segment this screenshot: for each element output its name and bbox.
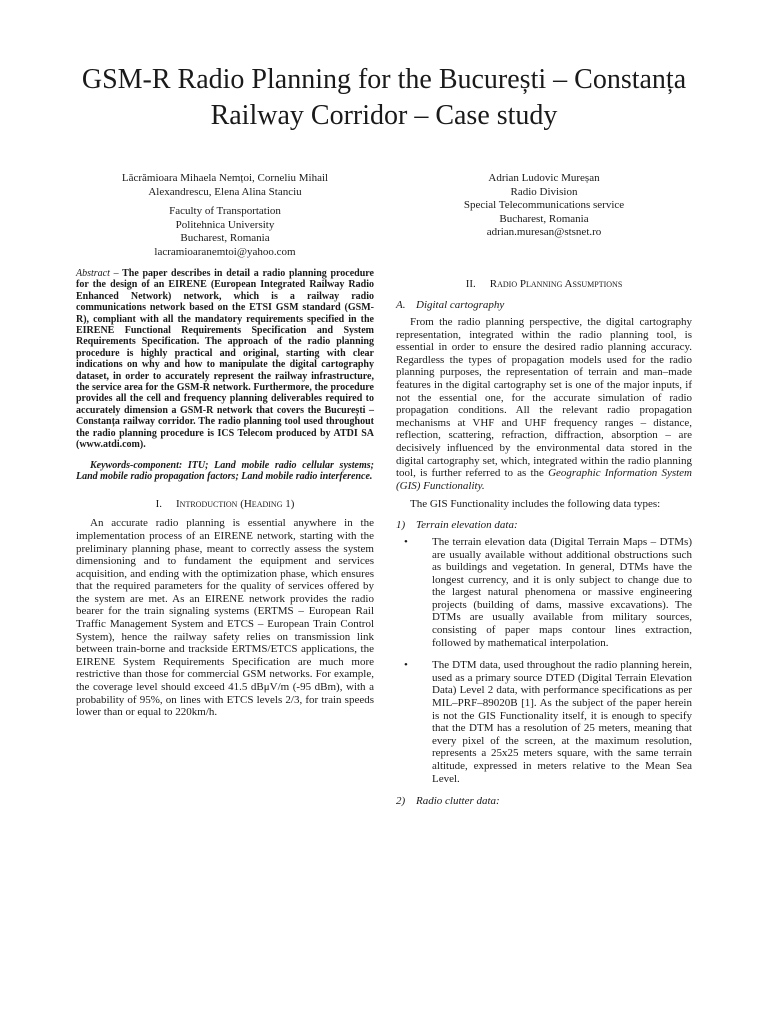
subsection-a-heading: [396, 299, 692, 312]
bullet-text-2: The DTM data, used throughout the radio planning herein, used as a primary source DTED (Digital Terrain Elevation Data) Level 2 data, with performance specifications as per MIL–PRF–89020B [1]. As the subject of the paper herein is not the GIS Functionality itself, it is enough to specify that the DTM has a resolution of 25 meters, meaning that every pixel of the screen, at the maximum resolution, represents a 25x25 meters square, with the same terrain altitude, expressed in meters relative to the Mean Sea Level.: [432, 659, 692, 785]
author-affiliation-2: Politehnica University: [175, 218, 275, 231]
section-2-heading: [396, 278, 692, 291]
right-column: [396, 278, 692, 812]
author-block-left: [76, 172, 374, 260]
left-column: [76, 268, 374, 719]
title-line-2: Railway Corridor – Case study: [210, 100, 558, 131]
author-names-line-2: Alexandrescu, Elena Alina Stanciu: [148, 185, 302, 198]
list-item: [396, 659, 692, 785]
bullet-icon: •: [404, 535, 408, 548]
subsection-1-heading: [396, 519, 692, 532]
section-2-number: II.: [465, 278, 476, 290]
abstract-lead: Abstract –: [76, 268, 119, 279]
subsection-a-title: Digital cartography: [416, 299, 505, 311]
section-2-title: Radio Planning Assumptions: [489, 278, 623, 290]
gis-intro: The GIS Functionality includes the following data types:: [410, 498, 661, 511]
subsection-a-text: From the radio planning perspective, the digital cartography representation, integrated within the radio planning tool, is essential in order to ensure the desired radio planning accuracy. Regardless the types of propagation models used for the radio planning purposes, the representation of terrain and man–made features in the digital cartography set is one of the major inputs, if not the essential one, for the accurate simulation of radio propagation conditions. All the relevant radio propagation mechanisms at VHF and UHF frequency ranges – distance, reflection, scattering, refraction, diffraction, absorption – are decisively influenced by the environmental data stored in the digital cartography set, which, integrated within the radio planning tool, is further referred to as the: [396, 316, 692, 480]
author-affiliation-right-2: Special Telecommunications service: [463, 199, 625, 212]
bullet-list: [396, 536, 692, 785]
author-affiliation-right-1: Radio Division: [510, 185, 578, 198]
subsection-2-title: Radio clutter data:: [416, 795, 500, 808]
subsection-a-label: A.: [396, 299, 406, 311]
section-1-paragraph: An accurate radio planning is essential anywhere in the implementation process of an EIRENE network, starting with the preliminary planning phase, meant to correctly assess the system dimensioning and to fundament the equipment and services acquisition, and ending with the optimization phase, which ensures that the required parameters for the quality of services offered by the system are met. As an EIRENE network provides the radio bearer for the train signaling systems (ERTMS – European Rail Traffic Management System and ETCS – European Train Control System), hence the railway safety relies on transmission link between train-borne and trackside ERTMS/ETCS applications, the EIRENE System Requirements Specification are much more restrictive than those for commercial GSM networks. For example, the coverage level should exceed 41.5 dBμV/m (-95 dBm), with a probability of 95%, on lines with ETCS levels 2/3, for train speeds lower than or equal to 220km/h.: [76, 517, 374, 719]
section-1-heading: [76, 498, 374, 511]
keywords: Keywords-component: ITU; Land mobile radio cellular systems; Land mobile radio propagation factors; Land mobile radio interference.: [76, 459, 374, 482]
title-line-1: GSM-R Radio Planning for the București – Constanța: [81, 64, 687, 95]
author-email: lacramioaranemtoi@yahoo.com: [154, 245, 296, 258]
author-location: Bucharest, Romania: [180, 232, 270, 245]
author-email-right: adrian.muresan@stsnet.ro: [486, 226, 602, 239]
section-1-title: Introduction (Heading 1): [176, 498, 295, 511]
bullet-text-1: The terrain elevation data (Digital Terrain Maps – DTMs) are usually available without additional obstructions such as buildings and vegetation. In general, DTMs have the longest currency, and it is only subject to change due to the largest natural phenomena or massive engineering projects (building of dams, massive excavations). The DTMs are usually available from military sources, consisting of paper maps contour lines extraction, followed by mathematical interpolation.: [432, 535, 692, 649]
subsection-1-title: Terrain elevation data:: [416, 518, 518, 531]
abstract-text: The paper describes in detail a radio planning procedure for the design of an EIRENE (European Integrated Railway Radio Enhanced Network) network, which is a railway radio communications network based on the ETSI GSM standard (GSM-R), compliant with all the mandatory requirements specified in the EIRENE Functional Requirements Specification and System Requirements Specification. The approach of the radio planning procedure is highly practical and original, starting with clear indications on why and how to manipulate the digital cartography dataset, in order to accurately represent the railway infrastructure, the service area for the GSM-R network. Furthermore, the procedure provides all the cell and frequency planning deliverables required to accurately dimension a GSM-R network that covers the București – Constanța railway corridor. The radio planning tool used throughout the radio planning procedure is ICS Telecom produced by ATDI SA (www.atdi.com).: [76, 268, 374, 451]
bullet-icon: •: [404, 659, 408, 672]
subsection-a-paragraph: [396, 316, 692, 492]
paper-title: [40, 62, 728, 134]
subsection-a-italic: Geographic Information System (GIS) Functionality.: [396, 467, 692, 492]
subsection-1-label: 1): [396, 518, 406, 531]
author-affiliation-1: Faculty of Transportation: [169, 205, 281, 218]
subsection-2-label: 2): [396, 795, 406, 808]
list-item: [396, 536, 692, 649]
author-names-line-1: Lăcrămioara Mihaela Nemțoi, Corneliu Mihail: [121, 172, 329, 184]
abstract: [76, 268, 374, 451]
subsection-2-heading: [396, 795, 692, 808]
author-location-right: Bucharest, Romania: [499, 212, 589, 225]
author-block-right: [396, 172, 692, 240]
author-name-right: Adrian Ludovic Mureșan: [488, 172, 600, 184]
section-1-number: I.: [155, 498, 163, 511]
